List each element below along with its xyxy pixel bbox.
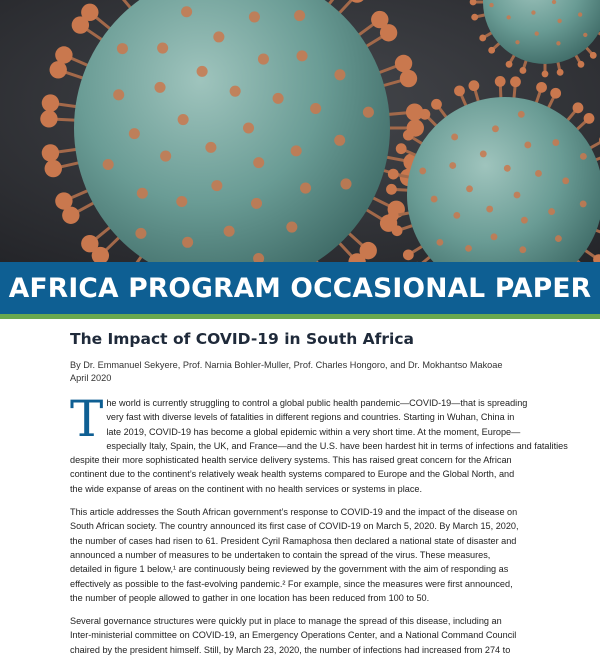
paragraph-3 (70, 614, 530, 657)
accent-strip (0, 314, 600, 319)
publication-series-title: AFRICA PROGRAM OCCASIONAL PAPER (8, 272, 592, 304)
text-line: the number of people allowed to gather in one location has been reduced from 100 to 50. (70, 592, 430, 603)
publication-date: April 2020 (70, 373, 112, 383)
text-line: South African society. The country announced its first case of COVID-19 on March 5, 2020. By March 15, 2020, (70, 521, 519, 532)
text-line: the wide expanse of areas on the continent with no health services or systems in place. (70, 483, 423, 494)
text-line: Inter-ministerial committee on COVID-19, an Emergency Operations Center, and a National Command Council (70, 630, 517, 641)
text-line: despite their more sophisticated health service delivery systems. This has raised great concern for the African (70, 455, 512, 466)
text-line: very fast with diverse levels of fatalities in different regions and countries. Starting in Wuhan, China in (106, 412, 515, 423)
text-line: chaired by the president himself. Still, by March 23, 2020, the number of infections had increased from 274 to (70, 644, 511, 655)
article-title: The Impact of COVID-19 in South Africa (70, 330, 414, 348)
text-line: detailed in figure 1 below,¹ are continuously being reviewed by the government with the aim of responding as (70, 564, 509, 575)
text-line: especially Italy, Spain, the UK, and France—and the U.S. have been hardest hit in terms of infections and fatalities (106, 440, 568, 451)
header-banner (0, 262, 600, 314)
article-body (70, 330, 568, 657)
text-line: he world is currently struggling to control a global public health pandemic—COVID-19—that is spreading (106, 398, 528, 408)
text-line: This article addresses the South African government’s response to COVID-19 and the impact of the disease on (70, 507, 518, 518)
drop-cap-letter: T (70, 390, 104, 448)
text-line: the number of cases had risen to 61. President Cyril Ramaphosa then declared a national state of disaster and (70, 535, 517, 546)
cover-image-coronavirus (0, 0, 600, 262)
author-byline: By Dr. Emmanuel Sekyere, Prof. Narnia Bohler-Muller, Prof. Charles Hongoro, and Dr. Mokhantso Makoae (70, 360, 503, 370)
text-line: continent due to the continent’s relatively weak health systems compared to Europe and the Global North, and (70, 469, 515, 480)
coronavirus-illustration (0, 0, 600, 262)
text-line: Several governance structures were quickly put in place to manage the spread of this disease, including an (70, 616, 502, 627)
text-line: effectively as possible to the fast-evolving pandemic.² For example, since the measures were first announced, (70, 578, 513, 589)
paragraph-1 (70, 390, 568, 496)
paragraph-2 (70, 505, 530, 605)
text-line: late 2019, COVID-19 has become a global epidemic within a very short time. At the moment, Europe— (106, 426, 521, 437)
text-line: announced a number of measures to be undertaken to contain the spread of the virus. These measures, (70, 549, 491, 560)
